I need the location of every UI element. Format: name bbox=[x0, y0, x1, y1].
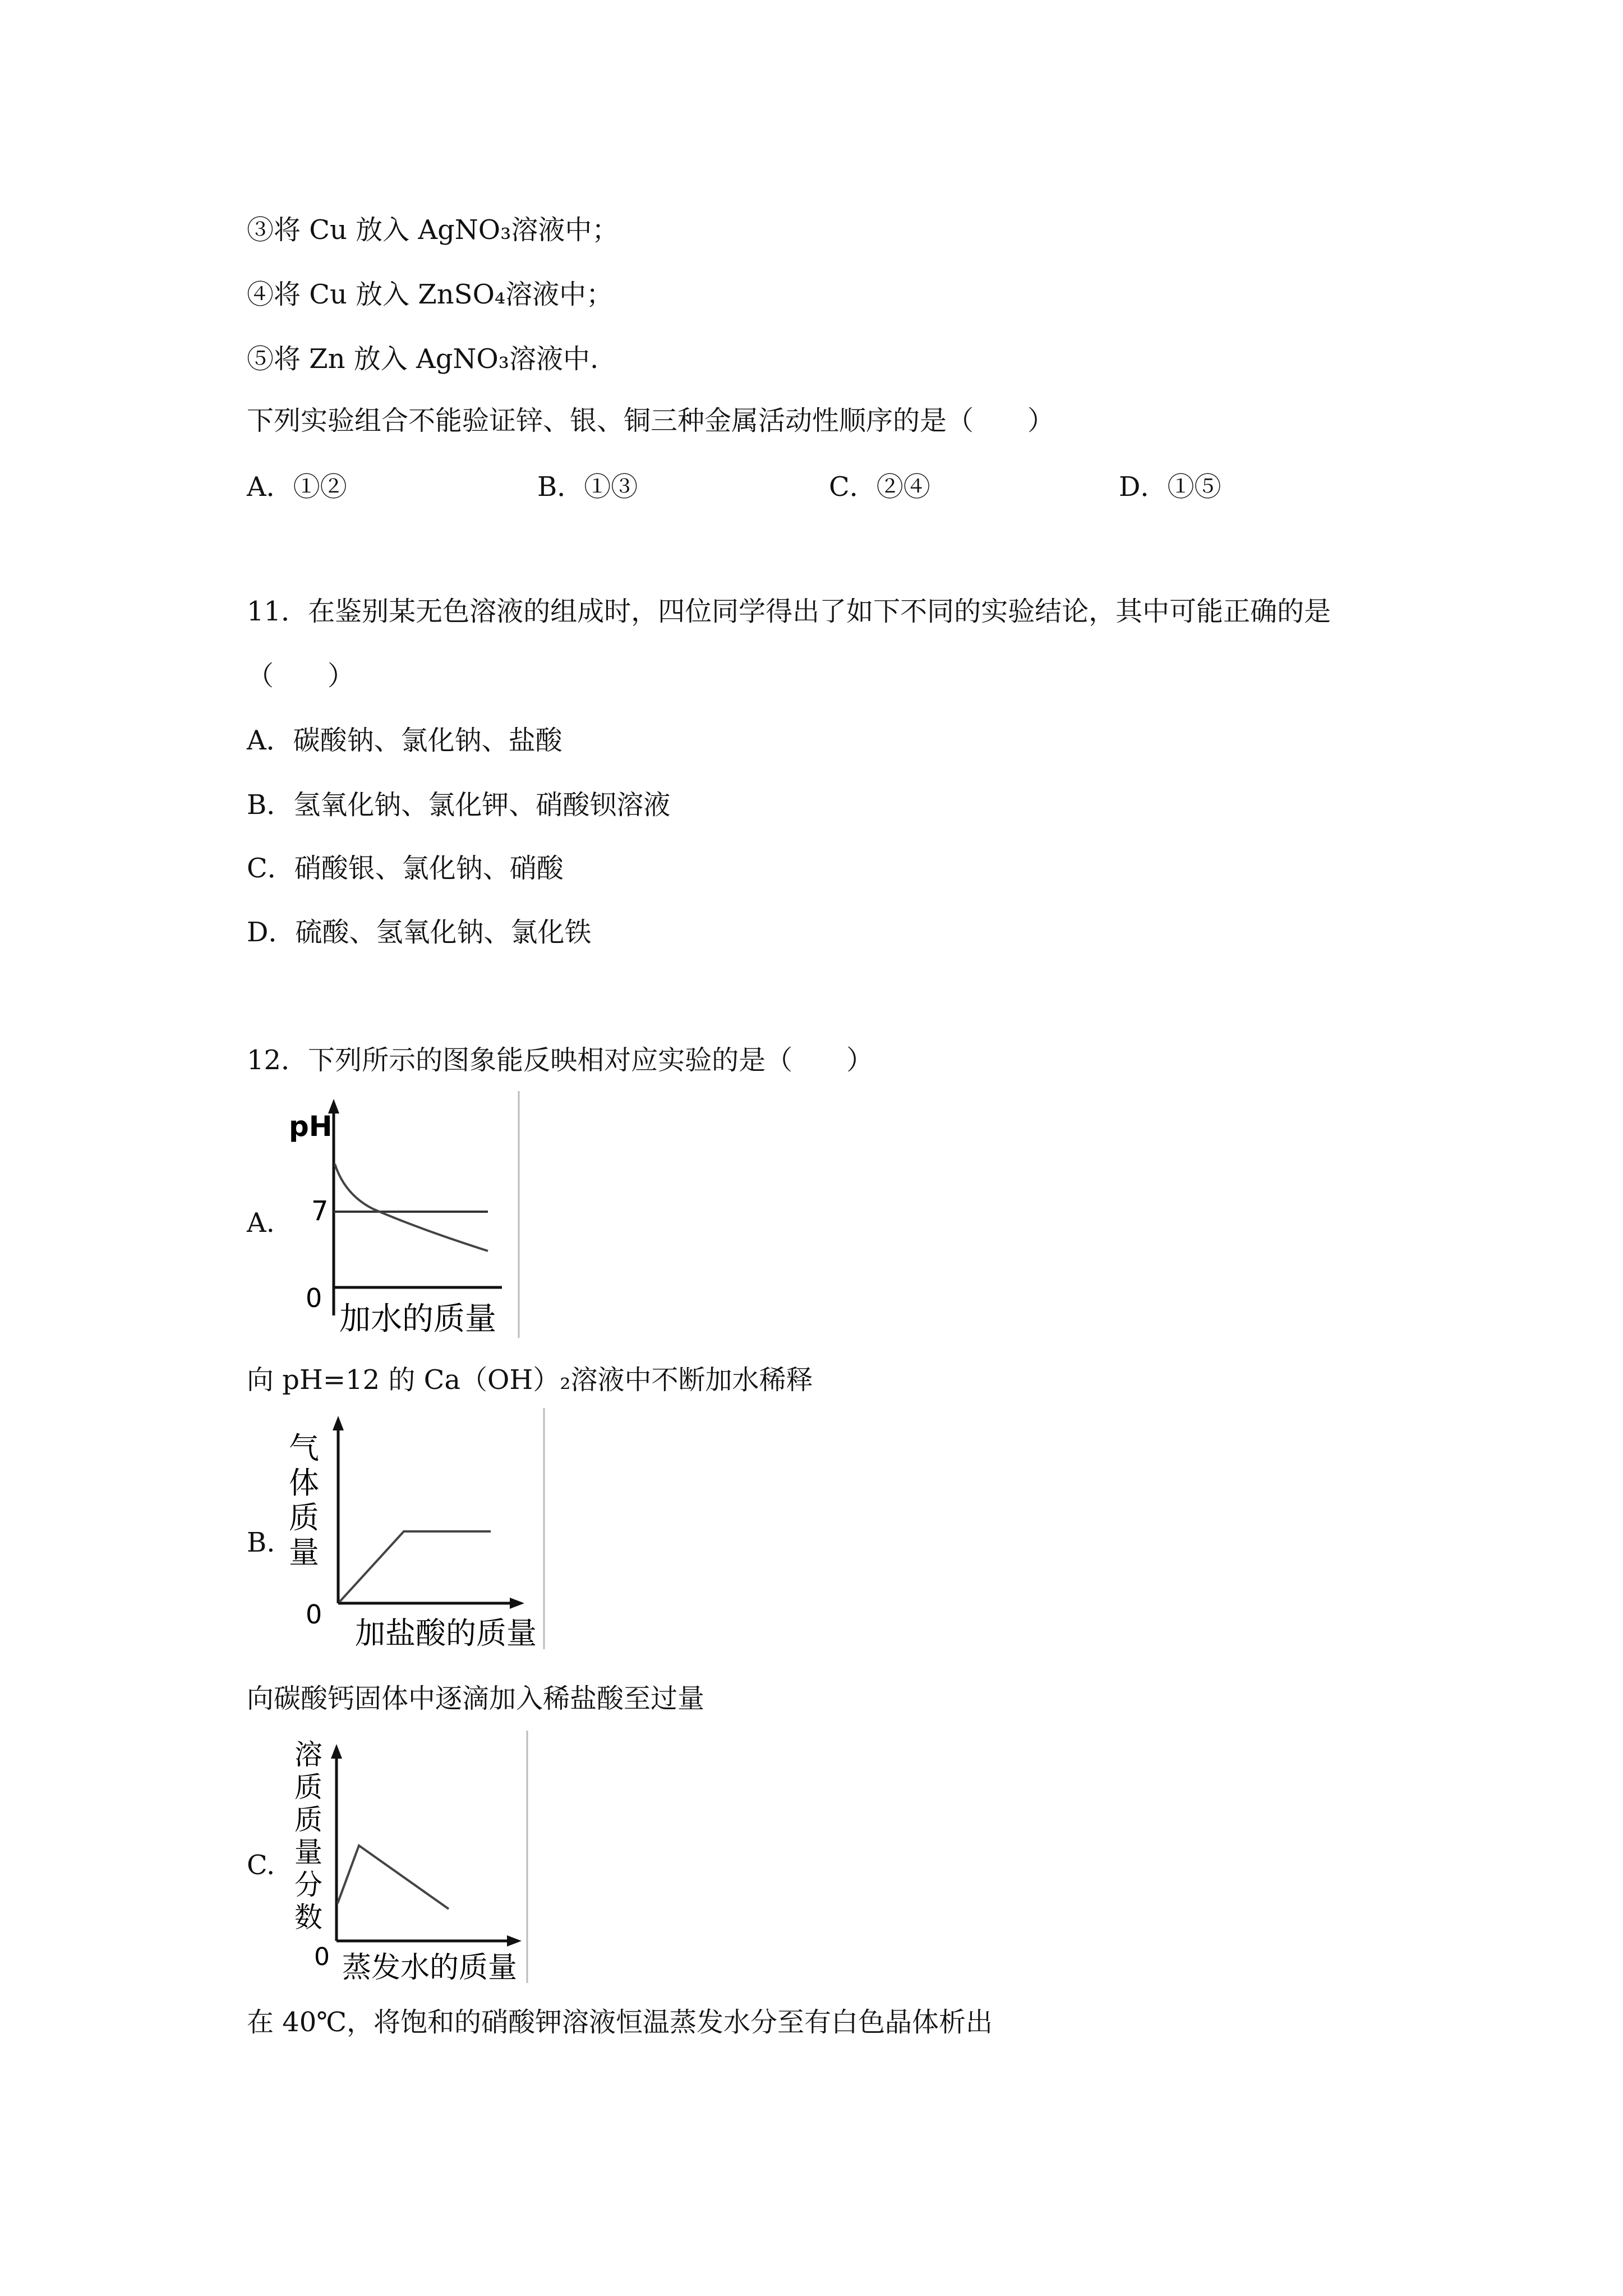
q11-stem: 11．在鉴别某无色溶液的组成时，四位同学得出了如下不同的实验结论，其中可能正确的是 bbox=[247, 596, 1331, 627]
graph-c-zero: 0 bbox=[314, 1943, 330, 1971]
graph-b-xlabel: 加盐酸的质量 bbox=[355, 1616, 537, 1649]
q10-item-5: ⑤将 Zn 放入 AgNO₃溶液中. bbox=[247, 343, 599, 375]
graph-b-ylabel-0: 气 bbox=[289, 1430, 319, 1466]
q11-paren: （ ） bbox=[247, 660, 355, 692]
graph-b-curve bbox=[339, 1531, 491, 1602]
graph-c-ylabel-5: 数 bbox=[294, 1901, 322, 1934]
q11-option-c: C．硝酸银、氯化钠、硝酸 bbox=[247, 853, 564, 884]
graph-c-ylabel-2: 质 bbox=[294, 1803, 322, 1836]
graph-b-ylabel-3: 量 bbox=[289, 1535, 319, 1570]
graph-b-x-arrow bbox=[510, 1598, 524, 1609]
graph-c bbox=[289, 1731, 530, 1983]
q11-option-b: B．氢氧化钠、氯化钾、硝酸钡溶液 bbox=[247, 789, 671, 821]
graph-c-ylabel-0: 溶 bbox=[294, 1738, 322, 1771]
graph-a bbox=[289, 1091, 524, 1338]
q11-option-d: D．硫酸、氢氧化钠、氯化铁 bbox=[247, 917, 592, 948]
graph-c-xlabel: 蒸发水的质量 bbox=[342, 1951, 518, 1983]
graph-c-y-arrow bbox=[331, 1744, 342, 1759]
graph-c-curve bbox=[338, 1846, 449, 1909]
q10-option-a: A．①② bbox=[247, 471, 347, 503]
graph-c-label: C. bbox=[247, 1849, 275, 1881]
q10-stem: 下列实验组合不能验证锌、银、铜三种金属活动性顺序的是（ ） bbox=[247, 405, 1055, 436]
q10-option-d: D．①⑤ bbox=[1119, 471, 1221, 503]
graph-b-caption: 向碳酸钙固体中逐滴加入稀盐酸至过量 bbox=[247, 1683, 705, 1714]
graph-b-ylabel-1: 体 bbox=[289, 1465, 319, 1501]
graph-c-ylabel-4: 分 bbox=[294, 1869, 322, 1901]
q10-item-3: ③将 Cu 放入 AgNO₃溶液中； bbox=[247, 214, 619, 246]
graph-c-ylabel-1: 质 bbox=[294, 1771, 322, 1803]
graph-b-label: B. bbox=[247, 1527, 275, 1558]
graph-c-x-arrow bbox=[507, 1935, 522, 1947]
graph-b-zero: 0 bbox=[306, 1599, 322, 1630]
graph-a-seven: 7 bbox=[311, 1195, 329, 1227]
graph-b-ylabel-2: 质 bbox=[289, 1500, 319, 1535]
q10-option-c: C．②④ bbox=[829, 471, 930, 503]
q11-option-a: A．碳酸钠、氯化钠、盐酸 bbox=[247, 725, 562, 756]
graph-a-ylabel: pH bbox=[289, 1110, 333, 1143]
q10-option-b: B．①③ bbox=[537, 471, 638, 503]
q12-stem: 12．下列所示的图象能反映相对应实验的是（ ） bbox=[247, 1045, 874, 1076]
graph-a-label: A. bbox=[247, 1207, 275, 1239]
graph-a-curve bbox=[335, 1164, 488, 1251]
graph-b-y-arrow bbox=[333, 1416, 344, 1430]
graph-c-ylabel-3: 量 bbox=[294, 1836, 322, 1869]
graph-b bbox=[289, 1408, 547, 1649]
q10-item-4: ④将 Cu 放入 ZnSO₄溶液中； bbox=[247, 279, 614, 310]
graph-c-caption: 在 40℃，将饱和的硝酸钾溶液恒温蒸发水分至有白色晶体析出 bbox=[247, 2007, 993, 2038]
graph-a-xlabel: 加水的质量 bbox=[339, 1301, 496, 1337]
graph-a-zero: 0 bbox=[306, 1283, 322, 1313]
graph-a-caption: 向 pH=12 的 Ca（OH）₂溶液中不断加水稀释 bbox=[247, 1364, 813, 1396]
